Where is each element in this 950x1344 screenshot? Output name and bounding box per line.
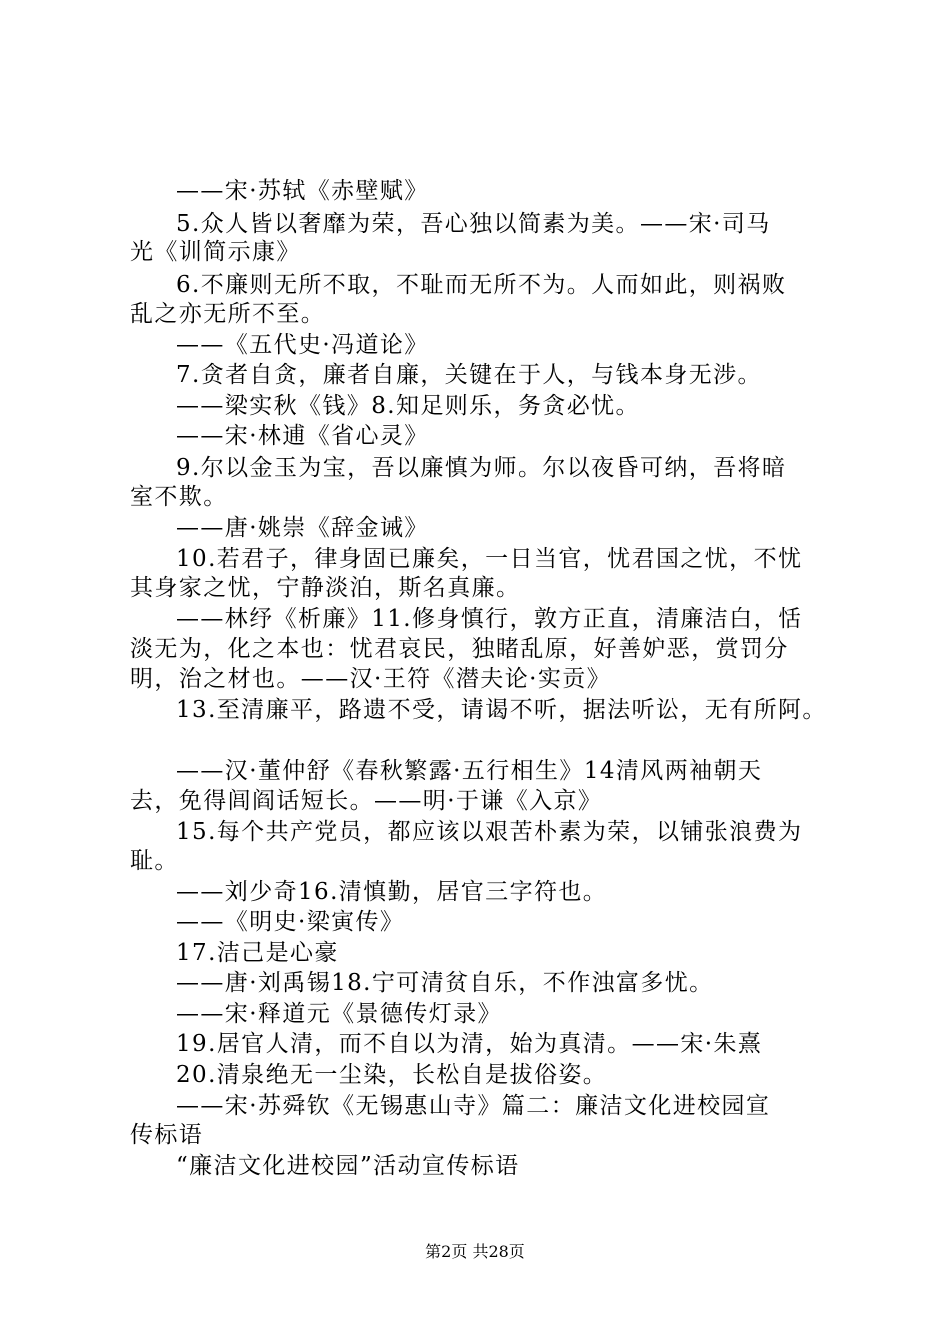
text-line: 13.至清廉平，路遗不受，请谒不听，据法听讼，无有所阿。 [176, 697, 827, 723]
text-line: ——《明史·梁寅传》 [176, 909, 405, 935]
text-line: ——宋·苏轼《赤壁赋》 [176, 178, 429, 204]
text-line: ——刘少奇16.清慎勤，居官三字符也。 [176, 879, 608, 905]
text-line: 室不欺。 [130, 484, 228, 510]
text-line: ——宋·释道元《景德传灯录》 [176, 1001, 502, 1027]
text-line: “廉洁文化进校园”活动宣传标语 [176, 1153, 520, 1179]
text-line: 光《训简示康》 [130, 239, 301, 265]
text-line: 明，治之材也。——汉·王符《潜夫论·实贡》 [130, 666, 612, 692]
text-line: 6.不廉则无所不取，不耻而无所不为。人而如此，则祸败 [176, 272, 787, 298]
text-line: 去，免得闾阎话短长。——明·于谦《入京》 [130, 788, 603, 814]
text-line: 9.尔以金玉为宝，吾以廉慎为师。尔以夜昏可纳，吾将暗 [176, 455, 787, 481]
page-footer: 第2页 共28页 [425, 1242, 525, 1261]
text-line: 10.若君子，律身固已廉矣，一日当官，忧君国之忧，不忧 [176, 546, 803, 572]
text-line: ——唐·刘禹锡18.宁可清贫自乐，不作浊富多忧。 [176, 970, 714, 996]
text-line: 15.每个共产党员，都应该以艰苦朴素为荣，以铺张浪费为 [176, 819, 803, 845]
text-line: ——宋·林逋《省心灵》 [176, 423, 429, 449]
text-line: 耻。 [130, 848, 179, 874]
text-line: ——唐·姚崇《辞金诫》 [176, 515, 429, 541]
text-line: 传标语 [130, 1122, 204, 1148]
text-line: ——汉·董仲舒《春秋繁露·五行相生》14清风两袖朝天 [176, 758, 763, 784]
text-line: 乱之亦无所不至。 [130, 301, 326, 327]
text-line: 20.清泉绝无一尘染，长松自是拔俗姿。 [176, 1062, 608, 1088]
text-line: 其身家之忧，宁静淡泊，斯名真廉。 [130, 575, 521, 601]
text-line: 7.贪者自贪，廉者自廉，关键在于人，与钱本身无涉。 [176, 362, 762, 388]
text-line: 17.洁己是心豪 [176, 940, 339, 966]
text-line: ——《五代史·冯道论》 [176, 332, 429, 358]
text-line: ——梁实秋《钱》8.知足则乐，务贪必忧。 [176, 393, 640, 419]
text-line: 19.居官人清，而不自以为清，始为真清。——宋·朱熹 [176, 1031, 763, 1057]
text-line: 5.众人皆以奢靡为荣，吾心独以简素为美。——宋·司马 [176, 211, 771, 237]
text-line: ——林纾《析廉》11.修身慎行，敦方正直，清廉洁白，恬 [176, 606, 803, 632]
text-line: ——宋·苏舜钦《无锡惠山寺》篇二：廉洁文化进校园宣 [176, 1093, 771, 1119]
text-line: 淡无为，化之本也：忧君哀民，独睹乱原，好善妒恶，赏罚分 [130, 636, 789, 662]
